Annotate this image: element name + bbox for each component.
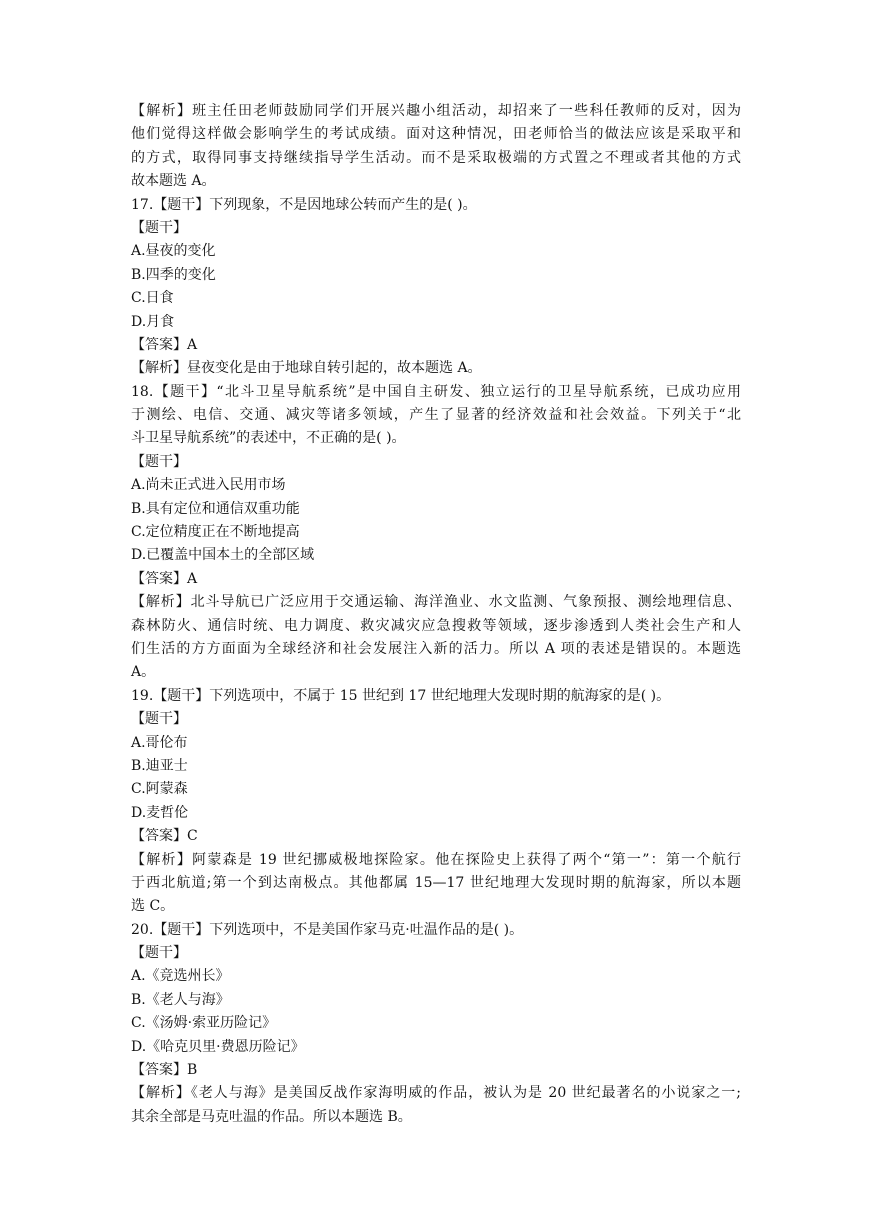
text-line: 他们觉得这样做会影响学生的考试成绩。面对这种情况，田老师恰当的做法应该是采取平和 bbox=[131, 126, 741, 143]
text-line: D.《哈克贝里·费恩历险记》 bbox=[131, 1038, 305, 1055]
text-line: 19.【题干】下列选项中，不属于 15 世纪到 17 世纪地理大发现时期的航海家的是( )。 bbox=[131, 687, 671, 704]
text-line: 故本题选 A。 bbox=[131, 173, 216, 190]
text-line: 【答案】A bbox=[131, 570, 198, 587]
text-line: C.定位精度正在不断地提高 bbox=[131, 524, 300, 541]
text-line: 选 C。 bbox=[131, 898, 175, 915]
text-line: 【题干】 bbox=[131, 219, 187, 236]
text-line: 【解析】《老人与海》是美国反战作家海明威的作品，被认为是 20 世纪最著名的小说家之一; bbox=[131, 1085, 741, 1102]
text-line: 【题干】 bbox=[131, 453, 187, 470]
text-line: D.月食 bbox=[131, 313, 175, 330]
text-line: 17.【题干】下列现象，不是因地球公转而产生的是( )。 bbox=[131, 196, 477, 213]
text-line: B.四季的变化 bbox=[131, 266, 216, 283]
text-line: 【解析】北斗导航已广泛应用于交通运输、海洋渔业、水文监测、气象预报、测绘地理信息、 bbox=[131, 594, 741, 611]
text-line: 20.【题干】下列选项中，不是美国作家马克·吐温作品的是( )。 bbox=[131, 921, 524, 938]
text-line: 【答案】A bbox=[131, 336, 198, 353]
text-line: 斗卫星导航系统”的表述中，不正确的是( )。 bbox=[131, 430, 406, 447]
text-line: 【题干】 bbox=[131, 711, 187, 728]
text-line: A。 bbox=[131, 664, 156, 681]
text-line: 森林防火、通信时统、电力调度、救灾减灾应急搜救等领域，逐步渗透到人类社会生产和人 bbox=[131, 617, 741, 634]
document-body bbox=[131, 100, 741, 1129]
text-line: B.《老人与海》 bbox=[131, 991, 230, 1008]
text-line: 【题干】 bbox=[131, 945, 187, 962]
text-line: C.日食 bbox=[131, 290, 174, 307]
text-line: A.昼夜的变化 bbox=[131, 243, 216, 260]
text-line: B.具有定位和通信双重功能 bbox=[131, 500, 300, 517]
text-line: 【答案】C bbox=[131, 828, 198, 845]
text-line: C.阿蒙森 bbox=[131, 781, 188, 798]
text-line: 其余全部是马克吐温的作品。所以本题选 B。 bbox=[131, 1108, 412, 1125]
text-line: 18.【题干】“北斗卫星导航系统”是中国自主研发、独立运行的卫星导航系统，已成功应用 bbox=[131, 383, 741, 400]
text-line: D.已覆盖中国本土的全部区域 bbox=[131, 547, 315, 564]
text-line: B.迪亚士 bbox=[131, 757, 188, 774]
text-line: 于测绘、电信、交通、减灾等诸多领域，产生了显著的经济效益和社会效益。下列关于“北 bbox=[131, 407, 741, 424]
text-line: 们生活的方方面面为全球经济和社会发展注入新的活力。所以 A 项的表述是错误的。本题选 bbox=[131, 640, 741, 657]
text-line: A.哥伦布 bbox=[131, 734, 188, 751]
text-line: 于西北航道;第一个到达南极点。其他都属 15—17 世纪地理大发现时期的航海家，所以本题 bbox=[131, 874, 741, 891]
text-line: 的方式，取得同事支持继续指导学生活动。而不是采取极端的方式置之不理或者其他的方式 bbox=[131, 149, 741, 166]
text-line: C.《汤姆·索亚历险记》 bbox=[131, 1015, 277, 1032]
text-line: A.《竞选州长》 bbox=[131, 968, 230, 985]
text-line: 【答案】B bbox=[131, 1062, 198, 1079]
text-line: 【解析】昼夜变化是由于地球自转引起的，故本题选 A。 bbox=[131, 360, 482, 377]
text-line: 【解析】阿蒙森是 19 世纪挪威极地探险家。他在探险史上获得了两个“第一”：第一个航行 bbox=[131, 851, 741, 868]
text-line: 【解析】班主任田老师鼓励同学们开展兴趣小组活动，却招来了一些科任教师的反对，因为 bbox=[131, 103, 741, 119]
text-line: D.麦哲伦 bbox=[131, 804, 189, 821]
text-line: A.尚未正式进入民用市场 bbox=[131, 477, 286, 494]
